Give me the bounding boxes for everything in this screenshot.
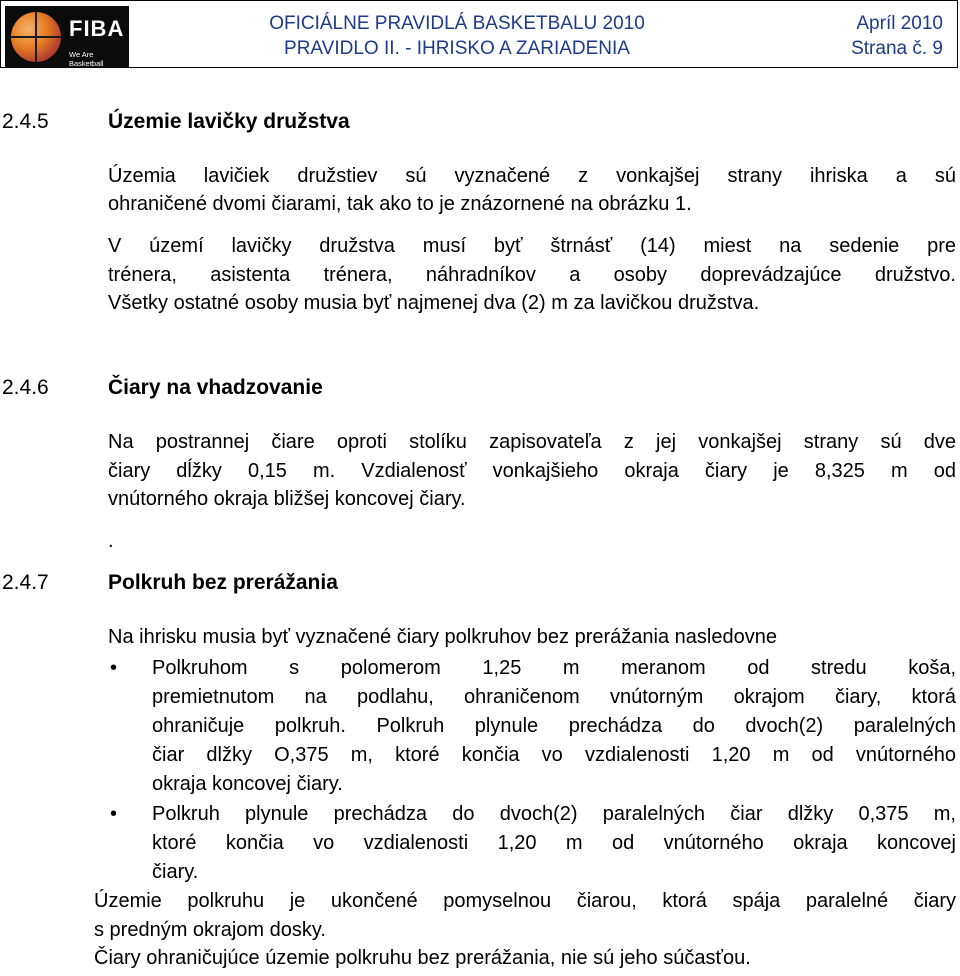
paragraph-line: čiary dĺžky 0,15 m. Vzdialenosť vonkajšieho okraja čiary je 8,325 m od — [108, 460, 956, 482]
list-item-line: okraja koncovej čiary. — [152, 773, 343, 795]
fiba-logo — [5, 6, 129, 68]
header-meta — [851, 11, 943, 61]
list-item-line: čiary. — [152, 861, 199, 883]
paragraph-line: trénera, asistenta trénera, náhradníkov a osoby doprevádzajúce družstvo. — [108, 264, 956, 286]
section-title: Územie lavičky družstva — [108, 110, 350, 133]
paragraph-line: vnútorného okraja bližšej koncovej čiary. — [108, 488, 466, 510]
paragraph-line: Územie polkruhu je ukončené pomyselnou čiarou, ktorá spája paralelné čiary — [94, 890, 956, 912]
section-title: Čiary na vhadzovanie — [108, 376, 323, 399]
page-number: Strana č. 9 — [851, 38, 943, 59]
header-title-line1: OFICIÁLNE PRAVIDLÁ BASKETBALU 2010 — [269, 13, 645, 34]
bullet-icon: • — [110, 803, 118, 825]
header-date: Apríl 2010 — [856, 13, 943, 34]
paragraph-line: s predným okrajom dosky. — [94, 919, 326, 941]
header-title — [237, 11, 677, 61]
logo-tagline: We Are Basketball — [69, 50, 104, 68]
bullet-icon: • — [110, 657, 118, 679]
section-number: 2.4.6 — [2, 376, 49, 399]
list-item-line: čiar dlžky O,375 m, ktoré končia vo vzdialenosti 1,20 m od vnútorného — [152, 744, 956, 766]
list-item-line: ktoré končia vo vzdialenosti 1,20 m od vnútorného okraja koncovej — [152, 832, 956, 854]
header-title-line2: PRAVIDLO II. - IHRISKO A ZARIADENIA — [284, 38, 630, 59]
section-number: 2.4.7 — [2, 571, 49, 594]
list-item-line: premietnutom na podlahu, ohraničenom vnútorným okrajom čiary, ktorá — [152, 686, 956, 708]
paragraph-line: . — [108, 530, 114, 552]
section-number: 2.4.5 — [2, 110, 49, 133]
paragraph-line: Čiary ohraničujúce územie polkruhu bez prerážania, nie sú jeho súčasťou. — [94, 947, 751, 969]
page-header — [0, 0, 958, 68]
list-item-line: Polkruhom s polomerom 1,25 m meranom od stredu koša, — [152, 657, 956, 679]
paragraph-line: Na postrannej čiare oproti stolíku zapisovateľa z jej vonkajšej strany sú dve — [108, 431, 956, 453]
section-title: Polkruh bez prerážania — [108, 571, 338, 594]
paragraph-line: Všetky ostatné osoby musia byť najmenej dva (2) m za lavičkou družstva. — [108, 292, 760, 314]
paragraph-line: ohraničené dvomi čiarami, tak ako to je znázornené na obrázku 1. — [108, 193, 692, 215]
list-item-line: ohraničuje polkruh. Polkruh plynule prechádza do dvoch(2) paralelných — [152, 715, 956, 737]
logo-text: FIBA — [69, 16, 125, 41]
paragraph-line: Územia lavičiek družstiev sú vyznačené z vonkajšej strany ihriska a sú — [108, 165, 956, 187]
paragraph-line: Na ihrisku musia byť vyznačené čiary polkruhov bez prerážania nasledovne — [108, 626, 777, 648]
list-item-line: Polkruh plynule prechádza do dvoch(2) paralelných čiar dlžky 0,375 m, — [152, 803, 956, 825]
paragraph-line: V území lavičky družstva musí byť štrnásť (14) miest na sedenie pre — [108, 235, 956, 257]
basketball-icon — [11, 12, 61, 62]
